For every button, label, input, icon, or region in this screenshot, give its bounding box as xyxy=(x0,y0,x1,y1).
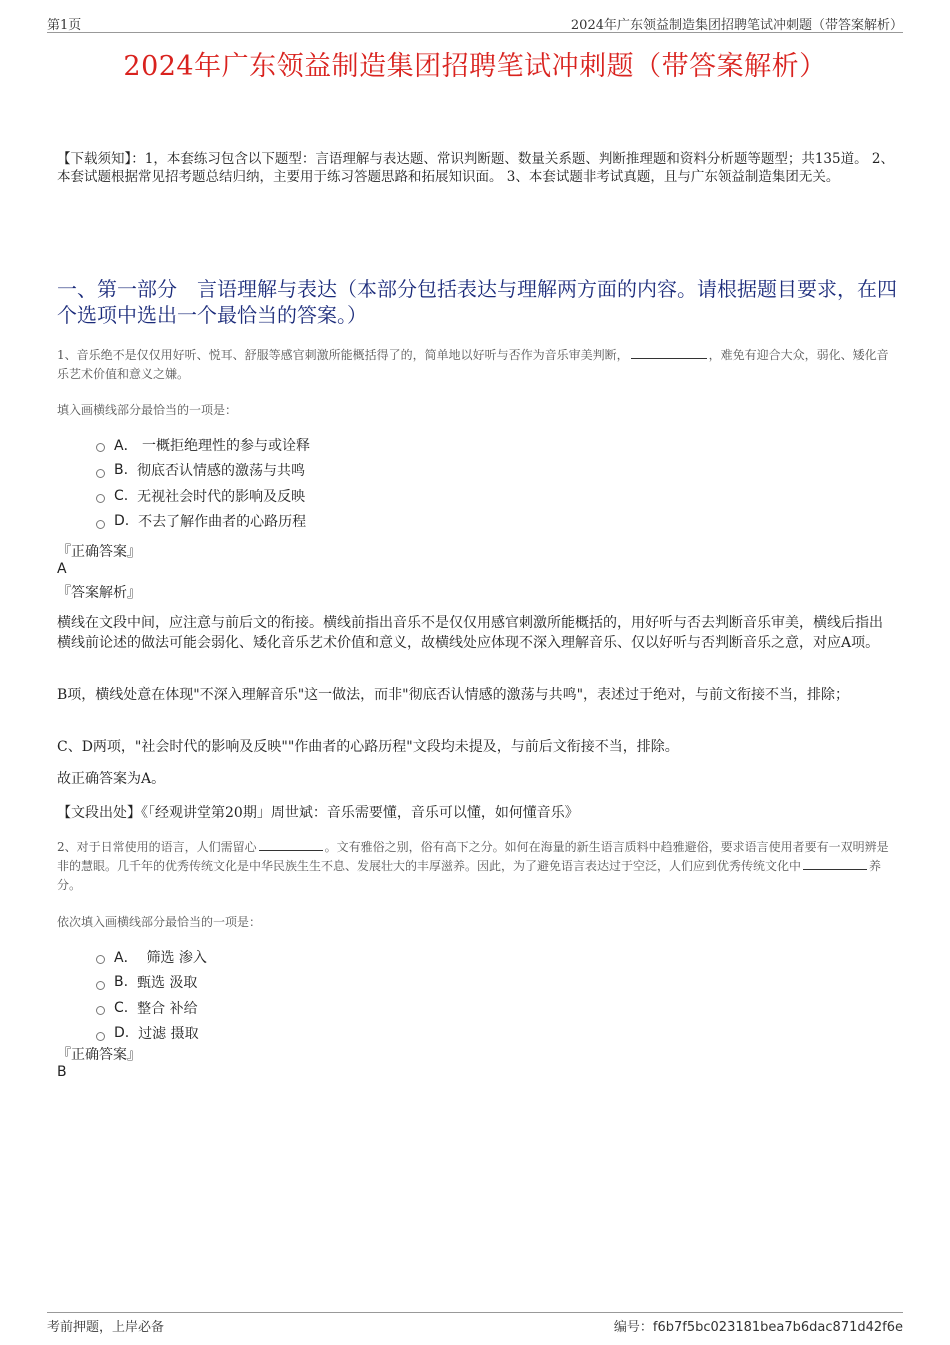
correct-answer-label: 『正确答案』 xyxy=(57,544,141,560)
page-footer xyxy=(47,1312,903,1335)
correct-answer-label: 『正确答案』 xyxy=(57,1047,141,1063)
analysis-paragraph-3: C、D两项，"社会时代的影响及反映""作曲者的心路历程"文段均未提及，与前后文衔接不当，排除。 xyxy=(57,739,679,755)
download-notice: 【下载须知】：1，本套练习包含以下题型：言语理解与表达题、常识判断题、数量关系题、判断推理题和资料分析题等题型；共135道。 2、本套试题根据常见招考题总结归纳，主要用于练习答题思路和拓展知识面。 3、本套试题非考试真题，且与广东领益制造集团无关。 xyxy=(57,151,894,185)
radio-button[interactable] xyxy=(96,1006,105,1015)
analysis-label: 『答案解析』 xyxy=(57,585,141,601)
page-number: 第1页 xyxy=(47,18,82,33)
option-a[interactable]: A． 一概拒绝理性的参与或诠释 xyxy=(96,432,310,458)
option-c[interactable]: C. 整合 补给 xyxy=(96,995,207,1021)
document-code: 编号：f6b7f5bc023181bea7b6dac871d42f6e xyxy=(613,1320,903,1335)
answer-blank xyxy=(631,346,707,359)
document-title: 2024年广东领益制造集团招聘笔试冲刺题（带答案解析） xyxy=(123,51,827,82)
correct-answer: A xyxy=(57,561,67,577)
radio-button[interactable] xyxy=(96,1032,105,1041)
source-citation: 【文段出处】《「经观讲堂第20期」周世斌：音乐需要懂，音乐可以懂，如何懂音乐》 xyxy=(57,805,579,821)
correct-answer: B xyxy=(57,1064,67,1080)
radio-button[interactable] xyxy=(96,443,105,452)
answer-blank xyxy=(803,857,867,870)
question-1-stem: 1、音乐绝不是仅仅用好听、悦耳、舒服等感官刺激所能概括得了的，简单地以好听与否作为音乐审美判断， ，难免有迎合大众，弱化、矮化音乐艺术价值和意义之嫌。 xyxy=(57,348,889,381)
page-header xyxy=(47,14,903,33)
question-2-prompt: 依次填入画横线部分最恰当的一项是： xyxy=(57,915,262,929)
question-1-prompt: 填入画横线部分最恰当的一项是： xyxy=(57,403,238,417)
answer-blank xyxy=(259,838,323,851)
radio-button[interactable] xyxy=(96,494,105,503)
analysis-paragraph-2: B项，横线处意在体现"不深入理解音乐"这一做法，而非"彻底否认情感的激荡与共鸣"，表述过于绝对，与前文衔接不当，排除； xyxy=(57,687,850,703)
option-d[interactable]: D. 过滤 摄取 xyxy=(96,1021,207,1047)
radio-button[interactable] xyxy=(96,469,105,478)
analysis-conclusion: 故正确答案为A。 xyxy=(57,771,166,787)
analysis-paragraph-1: 横线在文段中间，应注意与前后文的衔接。横线前指出音乐不是仅仅用感官刺激所能概括的，用好听与否去判断音乐审美，横线后指出横线前论述的做法可能会弱化、矮化音乐艺术价值和意义，故横线处应体现不深入理解音乐、仅以好听与否判断音乐之意，对应A项。 xyxy=(57,615,883,651)
footer-slogan: 考前押题，上岸必备 xyxy=(47,1320,165,1335)
option-d[interactable]: D. 不去了解作曲者的心路历程 xyxy=(96,509,310,535)
question-2-options xyxy=(96,944,207,1046)
option-a[interactable]: A． 筛选 渗入 xyxy=(96,944,207,970)
question-1-options xyxy=(96,432,310,534)
header-doc-title: 2024年广东领益制造集团招聘笔试冲刺题（带答案解析） xyxy=(570,18,903,33)
radio-button[interactable] xyxy=(96,520,105,529)
option-b[interactable]: B. 甄选 汲取 xyxy=(96,970,207,996)
section-heading: 一、第一部分 言语理解与表达（本部分包括表达与理解两方面的内容。请根据题目要求，在四个选项中选出一个最恰当的答案。） xyxy=(57,277,897,327)
question-2-stem: 2、对于日常使用的语言，人们需留心 。文有雅俗之别，俗有高下之分。如何在海量的新生语言质料中趋雅避俗，要求语言使用者要有一双明辨是非的慧眼。几千年的优秀传统文化是中华民族生生不息、发展壮大的丰厚滋养。因此，为了避免语言表达过于空泛，人们应到优秀传统文化中 养分。 xyxy=(57,840,889,892)
radio-button[interactable] xyxy=(96,955,105,964)
option-b[interactable]: B. 彻底否认情感的激荡与共鸣 xyxy=(96,458,310,484)
option-c[interactable]: C. 无视社会时代的影响及反映 xyxy=(96,483,310,509)
radio-button[interactable] xyxy=(96,981,105,990)
